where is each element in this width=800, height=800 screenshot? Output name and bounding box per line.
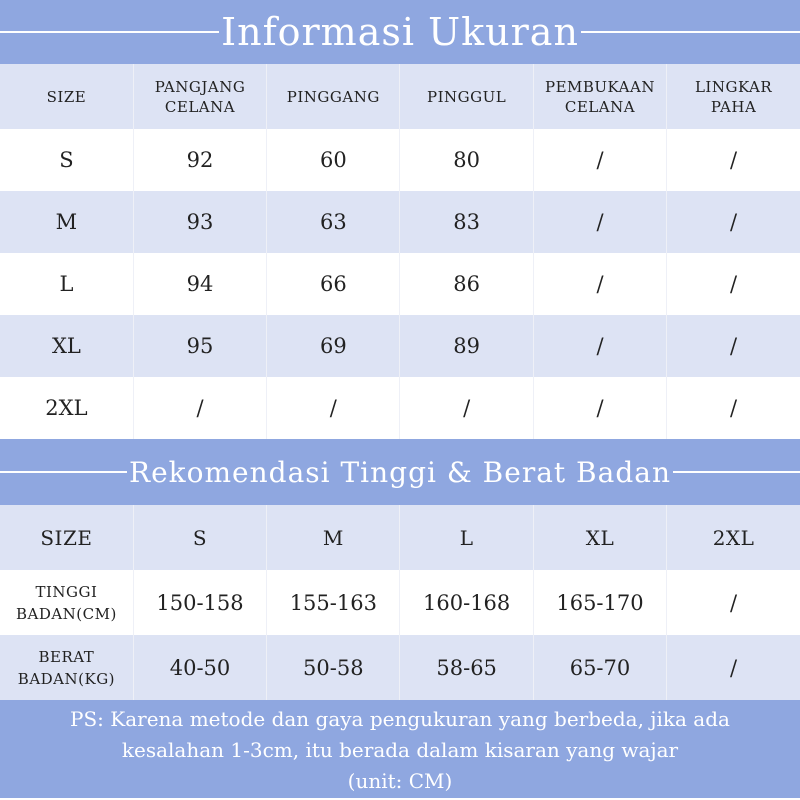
column-header: PEMBUKAAN CELANA [533,64,666,129]
table-header-row [0,505,800,570]
row-label: 2XL [0,377,133,439]
table-cell: / [533,253,666,315]
size-info-table [0,64,800,439]
table-cell: 58-65 [400,635,533,700]
table-cell: 150-158 [133,570,266,635]
table-cell: 160-168 [400,570,533,635]
measurement-note [0,700,800,798]
table-cell: 50-58 [267,635,400,700]
decorative-line [673,471,800,473]
column-header: PINGGUL [400,64,533,129]
column-header: 2XL [667,505,800,570]
table-cell: 94 [133,253,266,315]
table-cell: 95 [133,315,266,377]
table-row [0,570,800,635]
table-cell: / [533,191,666,253]
table-cell: / [400,377,533,439]
column-header: LINGKAR PAHA [667,64,800,129]
decorative-line [0,31,219,33]
decorative-line [0,471,127,473]
table-cell: 80 [400,129,533,191]
row-label: S [0,129,133,191]
table-cell: 86 [400,253,533,315]
table-row [0,377,800,439]
table-cell: / [667,377,800,439]
size-info-banner [0,0,800,64]
table-cell: 66 [267,253,400,315]
table-header-row [0,64,800,129]
row-label: BERAT BADAN(KG) [0,635,133,700]
column-header: M [267,505,400,570]
table-cell: / [533,377,666,439]
table-cell: 40-50 [133,635,266,700]
row-label: M [0,191,133,253]
row-label: TINGGI BADAN(CM) [0,570,133,635]
table-row [0,315,800,377]
table-cell: 89 [400,315,533,377]
column-header: SIZE [0,64,133,129]
column-header: S [133,505,266,570]
row-label: L [0,253,133,315]
table-cell: / [667,315,800,377]
note-line: PS: Karena metode dan gaya pengukuran yang berbeda, jika ada [70,707,730,731]
table-cell: / [667,129,800,191]
size-info-title: Informasi Ukuran [221,10,579,54]
recommendation-table [0,505,800,700]
table-cell: / [667,191,800,253]
table-cell: / [533,129,666,191]
recommendation-banner [0,439,800,505]
note-line: kesalahan 1-3cm, itu berada dalam kisaran yang wajar [121,738,679,762]
table-cell: 69 [267,315,400,377]
recommendation-title: Rekomendasi Tinggi & Berat Badan [129,455,671,489]
table-cell: / [667,570,800,635]
table-cell: 165-170 [533,570,666,635]
column-header: PANGJANG CELANA [133,64,266,129]
table-row [0,129,800,191]
table-row [0,253,800,315]
column-header: XL [533,505,666,570]
table-cell: / [667,635,800,700]
column-header: PINGGANG [267,64,400,129]
row-label: XL [0,315,133,377]
column-header: L [400,505,533,570]
table-cell: / [533,315,666,377]
table-cell: 83 [400,191,533,253]
table-cell: 65-70 [533,635,666,700]
table-cell: / [133,377,266,439]
table-cell: / [667,253,800,315]
column-header: SIZE [0,505,133,570]
table-cell: / [267,377,400,439]
note-line: (unit: CM) [347,769,453,793]
table-row [0,191,800,253]
table-row [0,635,800,700]
table-cell: 92 [133,129,266,191]
table-cell: 93 [133,191,266,253]
table-cell: 60 [267,129,400,191]
table-cell: 155-163 [267,570,400,635]
decorative-line [581,31,800,33]
table-cell: 63 [267,191,400,253]
